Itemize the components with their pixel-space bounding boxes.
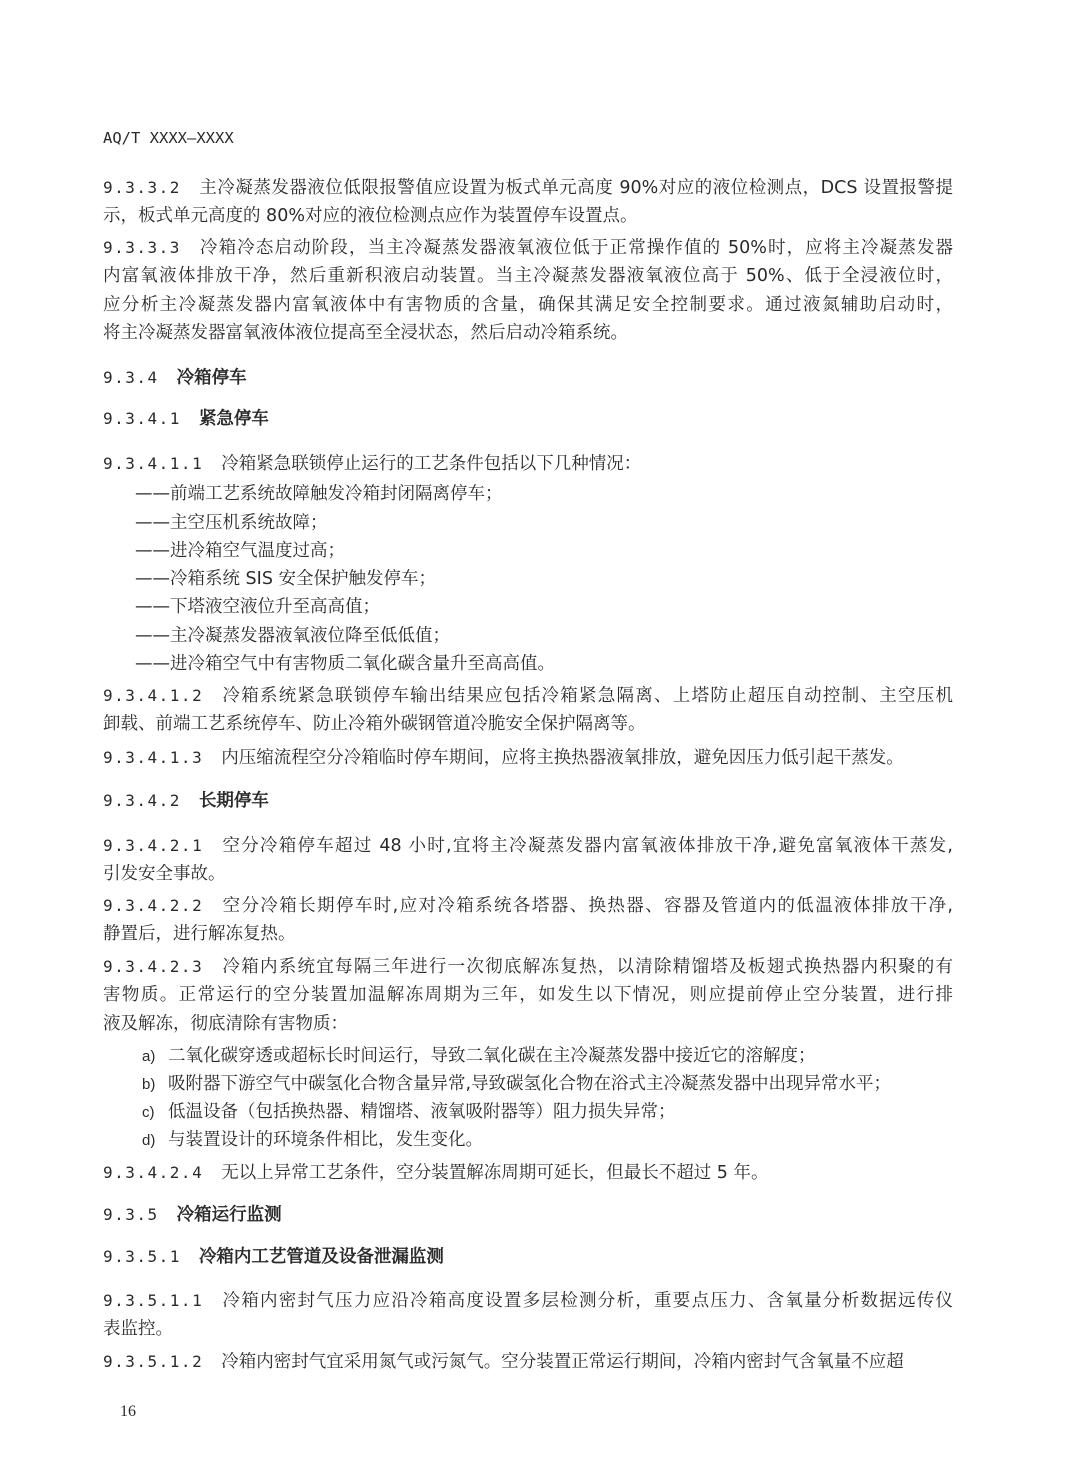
paragraph <box>103 832 953 889</box>
line-text: 冷箱内系统宜每隔三年进行一次彻底解冻复热，以清除精馏塔及板翅式换热器内积聚的有 <box>221 957 953 977</box>
list-letter: a) <box>142 1048 156 1065</box>
line-text: 卸载、前端工艺系统停车、防止冷箱外碳钢管道冷脆安全保护隔离等。 <box>103 714 646 735</box>
clause-number: 9.3.4.1 <box>103 409 181 428</box>
dash-list-item: ——下塔液空液位升至高高值； <box>135 597 380 617</box>
dash-list-item: ——主空压机系统故障； <box>135 513 328 533</box>
paragraph <box>103 174 953 231</box>
text-line <box>103 319 953 347</box>
paragraph <box>103 892 953 949</box>
clause-number: 9.3.4.1.1 <box>103 454 204 473</box>
text-line <box>103 1159 953 1187</box>
text-line <box>103 262 953 290</box>
line-text: 无以上异常工艺条件，空分装置解冻周期可延长，但最长不超过 5 年。 <box>221 1163 769 1183</box>
clause-number: 9.3.5.1 <box>103 1247 181 1266</box>
line-text: 冷箱系统紧急联锁停车输出结果应包括冷箱紧急隔离、上塔防止超压自动控制、主空压机 <box>221 686 953 706</box>
list-item <box>142 1042 816 1071</box>
text-line <box>103 981 953 1009</box>
clause-number: 9.3.4 <box>103 368 159 387</box>
clause-number: 9.3.4.2.1 <box>103 836 204 855</box>
line-text: 冷箱紧急联锁停止运行的工艺条件包括以下几种情况： <box>221 454 642 474</box>
text-line <box>103 953 953 981</box>
paragraph <box>103 682 953 739</box>
clause-number: 9.3.5 <box>103 1205 159 1224</box>
line-text: 示，板式单元高度的 80%对应的液位检测点应作为装置停车设置点。 <box>103 206 638 227</box>
paragraph <box>103 234 953 347</box>
paragraph <box>103 1348 953 1376</box>
text-line <box>103 450 953 478</box>
clause-number: 9.3.4.2.2 <box>103 896 204 915</box>
text-line <box>103 710 953 738</box>
clause-number: 9.3.4.2 <box>103 791 181 810</box>
text-line <box>103 1010 953 1038</box>
line-text: 害物质。正常运行的空分装置加温解冻周期为三年，如发生以下情况，则应提前停止空分装置，进行排 <box>103 985 953 1006</box>
heading-line <box>103 787 953 815</box>
list-item <box>142 1126 483 1155</box>
line-text: 应分析主冷凝蒸发器内富氧液体中有害物质的含量，确保其满足安全控制要求。通过液氮辅助启动时， <box>103 294 953 315</box>
line-text: 冷箱内密封气压力应沿冷箱高度设置多层检测分析，重要点压力、含氧量分析数据远传仪 <box>221 1291 953 1311</box>
heading-title: 冷箱内工艺管道及设备泄漏监测 <box>198 1247 444 1267</box>
list-letter: b) <box>142 1076 156 1093</box>
dash-list-item: ——进冷箱空气中有害物质二氧化碳含量升至高高值。 <box>135 654 555 674</box>
line-text: 冷箱冷态启动阶段，当主冷凝蒸发器液氧液位低于正常操作值的 50%时，应将主冷凝蒸发器 <box>198 238 953 258</box>
heading-line <box>103 405 953 433</box>
list-letter: d) <box>142 1132 156 1149</box>
heading-title: 冷箱运行监测 <box>176 1205 282 1225</box>
section-heading <box>103 405 953 433</box>
text-line <box>103 1315 953 1343</box>
dash-list-item: ——进冷箱空气温度过高； <box>135 541 345 561</box>
heading-title: 冷箱停车 <box>176 368 247 388</box>
text-line <box>103 174 953 202</box>
line-text: 静置后，进行解冻复热。 <box>103 924 296 945</box>
list-item <box>142 1098 676 1127</box>
paragraph <box>103 450 953 478</box>
line-text: 液及解冻，彻底清除有害物质： <box>103 1013 348 1034</box>
heading-line <box>103 364 953 392</box>
text-line <box>103 920 953 948</box>
line-text: 空分冷箱停车超过 48 小时,宜将主冷凝蒸发器内富氧液体排放干净,避免富氧液体干蒸发, <box>221 836 953 856</box>
line-text: 表监控。 <box>103 1319 173 1340</box>
heading-line <box>103 1201 953 1229</box>
clause-number: 9.3.5.1.1 <box>103 1291 204 1310</box>
list-item <box>142 1070 891 1099</box>
section-heading <box>103 1201 953 1229</box>
list-letter: c) <box>142 1104 155 1121</box>
clause-number: 9.3.4.1.2 <box>103 686 204 705</box>
text-line <box>103 202 953 230</box>
dash-list-item: ——前端工艺系统故障触发冷箱封闭隔离停车； <box>135 484 503 504</box>
text-line <box>103 1287 953 1315</box>
line-text: 主冷凝蒸发器液位低限报警值应设置为板式单元高度 90%对应的液位检测点，DCS 设置报警提 <box>198 178 953 198</box>
text-line <box>103 682 953 710</box>
clause-number: 9.3.4.1.3 <box>103 748 204 767</box>
list-text: 吸附器下游空气中碳氢化合物含量异常,导致碳氢化合物在浴式主冷凝蒸发器中出现异常水平； <box>168 1074 892 1094</box>
heading-line <box>103 1243 953 1271</box>
line-text: 将主冷凝蒸发器富氧液体液位提高至全浸状态，然后启动冷箱系统。 <box>103 322 628 343</box>
clause-number: 9.3.4.2.3 <box>103 957 204 976</box>
line-text: 空分冷箱长期停车时,应对冷箱系统各塔器、换热器、容器及管道内的低温液体排放干净, <box>221 896 953 916</box>
text-line <box>103 892 953 920</box>
heading-title: 长期停车 <box>198 791 269 811</box>
line-text: 内富氧液体排放干净，然后重新积液启动装置。当主冷凝蒸发器液氧液位高于 50%、低于全浸液位时， <box>103 266 953 287</box>
list-text: 二氧化碳穿透或超标长时间运行，导致二氧化碳在主冷凝蒸发器中接近它的溶解度； <box>168 1046 816 1066</box>
text-line <box>103 744 953 772</box>
section-heading <box>103 1243 953 1271</box>
section-heading <box>103 787 953 815</box>
clause-number: 9.3.5.1.2 <box>103 1352 204 1371</box>
text-line <box>103 860 953 888</box>
clause-number: 9.3.3.3 <box>103 238 181 257</box>
dash-list-item: ——冷箱系统 SIS 安全保护触发停车； <box>135 569 437 589</box>
line-text: 内压缩流程空分冷箱临时停车期间，应将主换热器液氧排放，避免因压力低引起干蒸发。 <box>221 748 904 768</box>
text-line <box>103 1348 953 1376</box>
document-code-header: AQ/T XXXX—XXXX <box>103 129 234 147</box>
text-line <box>103 234 953 262</box>
paragraph <box>103 953 953 1038</box>
section-heading <box>103 364 953 392</box>
paragraph <box>103 1159 953 1187</box>
text-line <box>103 832 953 860</box>
line-text: 引发安全事故。 <box>103 864 226 885</box>
clause-number: 9.3.4.2.4 <box>103 1163 204 1182</box>
page-number: 16 <box>120 1403 136 1420</box>
paragraph <box>103 1287 953 1344</box>
list-text: 与装置设计的环境条件相比，发生变化。 <box>168 1130 483 1150</box>
text-line <box>103 291 953 319</box>
paragraph <box>103 744 953 772</box>
line-text: 冷箱内密封气宜采用氮气或污氮气。空分装置正常运行期间，冷箱内密封气含氧量不应超 <box>221 1352 904 1372</box>
dash-list-item: ——主冷凝蒸发器液氧液位降至低低值； <box>135 626 450 646</box>
list-text: 低温设备（包括换热器、精馏塔、液氧吸附器等）阻力损失异常； <box>168 1102 676 1122</box>
clause-number: 9.3.3.2 <box>103 178 181 197</box>
heading-title: 紧急停车 <box>198 409 269 429</box>
